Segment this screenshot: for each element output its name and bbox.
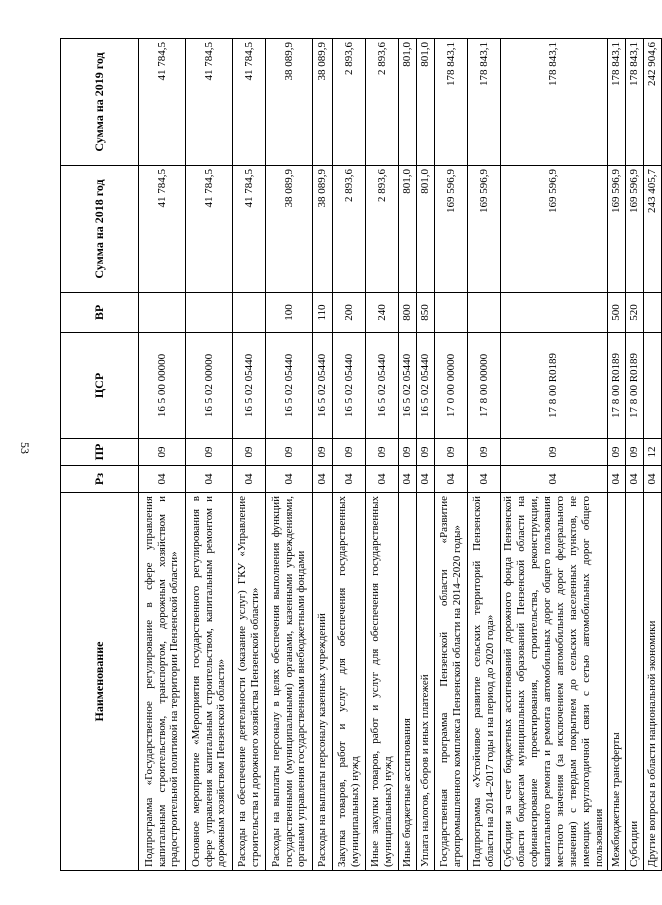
row-sum-2018-cell: 2 893,6: [333, 166, 366, 293]
row-vr-cell: 110: [313, 293, 333, 333]
table-row: [313, 39, 333, 871]
row-sum-2018-cell: 2 893,6: [366, 166, 399, 293]
row-vr-cell: 240: [366, 293, 399, 333]
row-name-cell: Иные бюджетные ассигнования: [399, 493, 417, 871]
row-sum-2018-cell: 38 089,9: [313, 166, 333, 293]
row-pr-cell: 09: [501, 439, 608, 466]
row-name-cell: Иные закупки товаров, работ и услуг для обеспечения государственных (муниципальных) нужд: [366, 493, 399, 871]
row-sum-2018-cell: 41 784,5: [233, 166, 266, 293]
row-vr-cell: 800: [399, 293, 417, 333]
row-pr-cell: 09: [313, 439, 333, 466]
row-pr-cell: 09: [607, 439, 625, 466]
row-vr-cell: 850: [417, 293, 435, 333]
row-vr-cell: [435, 293, 468, 333]
row-rz-cell: 04: [625, 466, 643, 493]
row-pr-cell: 09: [417, 439, 435, 466]
row-csr-cell: 17 8 00 R0189: [501, 333, 608, 439]
row-vr-cell: [139, 293, 186, 333]
row-name-cell: Подпрограмма «Устойчивое развитие сельских территорий Пензенской области на 2014–2017 годы и на период до 2020 года»: [468, 493, 501, 871]
table-row: [333, 39, 366, 871]
row-csr-cell: 17 8 00 00000: [468, 333, 501, 439]
row-sum-2019-cell: 178 843,1: [435, 39, 468, 166]
row-pr-cell: 12: [643, 439, 661, 466]
table-row: [417, 39, 435, 871]
table-row: [468, 39, 501, 871]
budget-table: [60, 38, 662, 871]
row-csr-cell: 16 5 02 05440: [313, 333, 333, 439]
row-vr-cell: [233, 293, 266, 333]
row-csr-cell: 16 5 02 05440: [333, 333, 366, 439]
row-sum-2019-cell: 41 784,5: [186, 39, 233, 166]
row-sum-2019-cell: 38 089,9: [266, 39, 313, 166]
table-header-row: [61, 39, 139, 871]
row-sum-2018-cell: 801,0: [399, 166, 417, 293]
row-name-cell: Субсидии за счет бюджетных ассигнований дорожного фонда Пензенской области бюджетам муниципальных образований Пензенской области на софинансирование проектирования, строительства, реконструкции, капитального ремонта и ремонта автомобильных дорог общего пользования местного значения (за исключением автомобильных дорог федерального значения) с твердым покрытием до сельских населенных пунктов, не имеющих круглогодичной связи с сетью автомобильных дорог общего пользования: [501, 493, 608, 871]
row-rz-cell: 04: [139, 466, 186, 493]
row-pr-cell: 09: [468, 439, 501, 466]
row-sum-2019-cell: 41 784,5: [139, 39, 186, 166]
row-sum-2019-cell: 2 893,6: [333, 39, 366, 166]
row-pr-cell: 09: [625, 439, 643, 466]
row-sum-2019-cell: 178 843,1: [607, 39, 625, 166]
row-sum-2019-cell: 178 843,1: [625, 39, 643, 166]
row-csr-cell: 16 5 02 05440: [266, 333, 313, 439]
header-sum-2018: Сумма на 2018 год: [61, 166, 139, 293]
row-vr-cell: 500: [607, 293, 625, 333]
row-sum-2019-cell: 2 893,6: [366, 39, 399, 166]
row-csr-cell: 16 5 00 00000: [139, 333, 186, 439]
row-rz-cell: 04: [468, 466, 501, 493]
row-rz-cell: 04: [313, 466, 333, 493]
row-rz-cell: 04: [266, 466, 313, 493]
row-name-cell: Межбюджетные трансферты: [607, 493, 625, 871]
row-csr-cell: 16 5 02 05440: [233, 333, 266, 439]
row-name-cell: Закупка товаров, работ и услуг для обеспечения государственных (муниципальных) нужд: [333, 493, 366, 871]
row-rz-cell: 04: [233, 466, 266, 493]
row-sum-2019-cell: 178 843,1: [468, 39, 501, 166]
row-sum-2018-cell: 169 596,9: [435, 166, 468, 293]
table-row: [399, 39, 417, 871]
row-rz-cell: 04: [333, 466, 366, 493]
row-sum-2019-cell: 178 843,1: [501, 39, 608, 166]
row-pr-cell: 09: [435, 439, 468, 466]
row-csr-cell: 17 8 00 R0189: [625, 333, 643, 439]
row-name-cell: Основное мероприятие «Мероприятия государственного регулирования в сфере управления капитальным строительством, капитальным ремонтом и дорожным хозяйством Пензенской области»: [186, 493, 233, 871]
header-csr: ЦСР: [61, 333, 139, 439]
header-pr: ПР: [61, 439, 139, 466]
table-row: [266, 39, 313, 871]
page-number: 53: [18, 442, 32, 454]
table-row: [186, 39, 233, 871]
row-pr-cell: 09: [139, 439, 186, 466]
row-name-cell: Расходы на обеспечение деятельности (оказание услуг) ГКУ «Управление строительства и дорожного хозяйства Пензенской области»: [233, 493, 266, 871]
row-name-cell: Уплата налогов, сборов и иных платежей: [417, 493, 435, 871]
row-vr-cell: 520: [625, 293, 643, 333]
row-sum-2018-cell: 38 089,9: [266, 166, 313, 293]
row-rz-cell: 04: [607, 466, 625, 493]
table-row: [366, 39, 399, 871]
row-sum-2019-cell: 801,0: [417, 39, 435, 166]
row-rz-cell: 04: [186, 466, 233, 493]
row-sum-2018-cell: 243 405,7: [643, 166, 661, 293]
rotated-table-container: [60, 39, 658, 871]
row-sum-2018-cell: 169 596,9: [607, 166, 625, 293]
row-name-cell: Субсидии: [625, 493, 643, 871]
row-vr-cell: 200: [333, 293, 366, 333]
row-sum-2018-cell: 169 596,9: [501, 166, 608, 293]
header-vr: ВР: [61, 293, 139, 333]
header-rz: Рз: [61, 466, 139, 493]
row-vr-cell: [468, 293, 501, 333]
table-row: [501, 39, 608, 871]
row-pr-cell: 09: [333, 439, 366, 466]
row-name-cell: Подпрограмма «Государственное регулирование в сфере управления капитальным строительством, транспортом, дорожным хозяйством и градостроительной политикой на территории Пензенской области»: [139, 493, 186, 871]
row-sum-2018-cell: 169 596,9: [468, 166, 501, 293]
row-name-cell: Расходы на выплаты персоналу в целях обеспечения выполнения функций государственными (муниципальными) органами, казенными учреждениями, органами управления государственными внебюджетными фондами: [266, 493, 313, 871]
table-row: [435, 39, 468, 871]
row-rz-cell: 04: [643, 466, 661, 493]
row-sum-2019-cell: 38 089,9: [313, 39, 333, 166]
row-pr-cell: 09: [266, 439, 313, 466]
row-sum-2019-cell: 41 784,5: [233, 39, 266, 166]
row-rz-cell: 04: [366, 466, 399, 493]
table-row: [607, 39, 625, 871]
row-rz-cell: 04: [417, 466, 435, 493]
row-csr-cell: 17 0 00 00000: [435, 333, 468, 439]
header-sum-2019: Сумма на 2019 год: [61, 39, 139, 166]
row-name-cell: Государственная программа Пензенской области «Развитие агропромышленного комплекса Пензенской области на 2014–2020 годы»: [435, 493, 468, 871]
row-vr-cell: 100: [266, 293, 313, 333]
row-name-cell: Расходы на выплаты персоналу казенных учреждений: [313, 493, 333, 871]
row-pr-cell: 09: [366, 439, 399, 466]
row-rz-cell: 04: [399, 466, 417, 493]
row-sum-2018-cell: 41 784,5: [186, 166, 233, 293]
row-csr-cell: [643, 333, 661, 439]
row-vr-cell: [501, 293, 608, 333]
row-csr-cell: 17 8 00 R0189: [607, 333, 625, 439]
header-name: Наименование: [61, 493, 139, 871]
row-rz-cell: 04: [435, 466, 468, 493]
row-csr-cell: 16 5 02 05440: [417, 333, 435, 439]
row-name-cell: Другие вопросы в области национальной экономики: [643, 493, 661, 871]
table-row: [139, 39, 186, 871]
row-pr-cell: 09: [399, 439, 417, 466]
row-sum-2018-cell: 801,0: [417, 166, 435, 293]
row-sum-2019-cell: 242 904,6: [643, 39, 661, 166]
row-vr-cell: [186, 293, 233, 333]
row-sum-2018-cell: 169 596,9: [625, 166, 643, 293]
row-rz-cell: 04: [501, 466, 608, 493]
table-row: [233, 39, 266, 871]
row-pr-cell: 09: [186, 439, 233, 466]
table-row: [625, 39, 643, 871]
row-csr-cell: 16 5 02 05440: [366, 333, 399, 439]
row-csr-cell: 16 5 02 05440: [399, 333, 417, 439]
row-sum-2019-cell: 801,0: [399, 39, 417, 166]
row-vr-cell: [643, 293, 661, 333]
row-sum-2018-cell: 41 784,5: [139, 166, 186, 293]
table-row: [643, 39, 661, 871]
row-pr-cell: 09: [233, 439, 266, 466]
row-csr-cell: 16 5 02 00000: [186, 333, 233, 439]
